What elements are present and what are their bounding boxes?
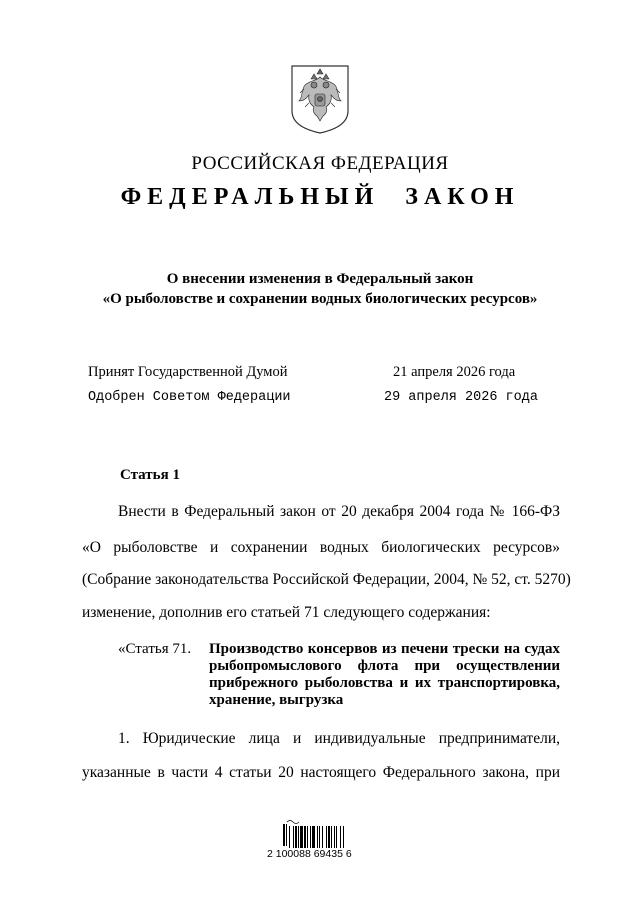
duma-adoption-label: Принят Государственной Думой [88, 364, 288, 380]
law-subject [0, 269, 640, 309]
article-71-paragraph-line: 1. Юридические лица и индивидуальные предприниматели, [118, 730, 560, 747]
barcode-icon [283, 818, 361, 848]
law-type-title: ФЕДЕРАЛЬНЫЙ ЗАКОН [120, 184, 520, 210]
article-1-line: Внести в Федеральный закон от 20 декабря 2004 года № 166-ФЗ [118, 503, 560, 520]
article-71-title-line: хранение, выгрузка [209, 692, 344, 708]
article-71-title-line: рыбопромыслового флота при осуществлении [209, 658, 560, 674]
article-71-title [209, 641, 560, 709]
article-1-heading: Статья 1 [120, 467, 180, 483]
subject-line: О внесении изменения в Федеральный закон [166, 271, 474, 287]
duma-adoption-date: 21 апреля 2026 года [393, 364, 516, 380]
subject-line: «О рыболовстве и сохранении водных биологических ресурсов» [102, 291, 538, 307]
country-name: РОССИЙСКАЯ ФЕДЕРАЦИЯ [191, 153, 449, 174]
council-approval-date: 29 апреля 2026 года [384, 390, 538, 405]
article-1-line: (Собрание законодательства Российской Федерации, 2004, № 52, ст. 5270) [82, 571, 571, 588]
article-1-line: изменение, дополнив его статьей 71 следующего содержания: [82, 604, 491, 621]
article-71-title-line: Производство консервов из печени трески на судах [209, 641, 560, 657]
article-71-title-line: прибрежного рыболовства и их транспортировка, [209, 675, 560, 691]
article-1-line: «О рыболовстве и сохранении водных биологических ресурсов» [82, 539, 560, 556]
council-approval-label: Одобрен Советом Федерации [88, 390, 291, 405]
coat-of-arms-icon [289, 63, 351, 135]
article-71-label: «Статья 71. [118, 641, 192, 657]
article-71-paragraph-line: указанные в части 4 статьи 20 настоящего Федерального закона, при [82, 764, 560, 781]
barcode-number: 2 100088 69435 6 [267, 848, 352, 860]
